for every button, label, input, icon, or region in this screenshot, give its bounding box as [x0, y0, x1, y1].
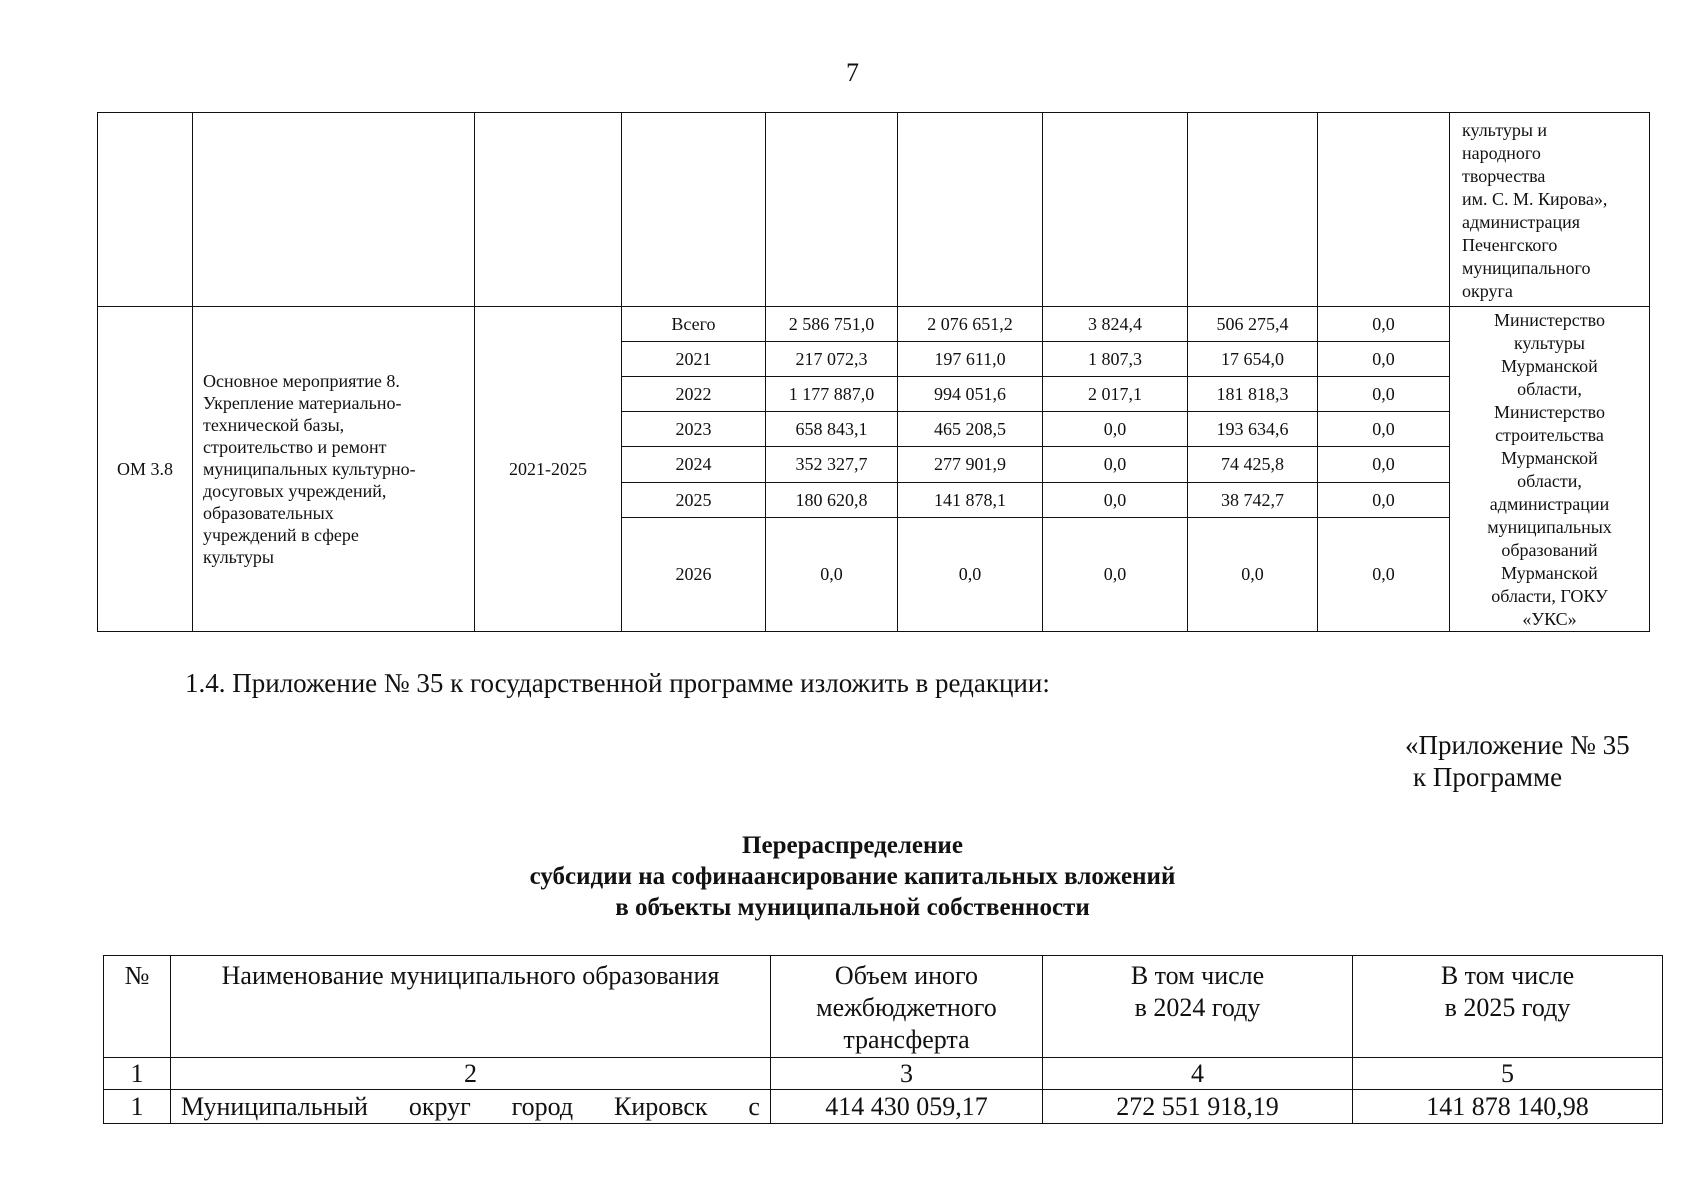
- value-cell: 0,0: [1318, 447, 1450, 483]
- value-cell: 2 586 751,0: [766, 307, 898, 342]
- value-cell: 141 878,1: [898, 483, 1043, 517]
- name-word: Кировск: [613, 1091, 708, 1121]
- year-cell: 2026: [622, 517, 766, 631]
- value-cell: 217 072,3: [766, 342, 898, 377]
- value-cell: 0,0: [898, 517, 1043, 631]
- heading-line: в объекты муниципальной собственности: [615, 894, 1090, 921]
- value-cell: 2 076 651,2: [898, 307, 1043, 342]
- index-cell: 4: [1043, 1058, 1353, 1090]
- value-cell: 277 901,9: [898, 447, 1043, 483]
- volume-cell: 414 430 059,17: [771, 1090, 1043, 1124]
- value-cell: 38 742,7: [1188, 483, 1318, 517]
- value-cell: 0,0: [1043, 447, 1188, 483]
- continuation-row: [98, 113, 1650, 307]
- value-cell: 0,0: [1318, 377, 1450, 412]
- value-cell: 0,0: [1318, 412, 1450, 447]
- header-row: [104, 956, 1663, 1058]
- value-cell: 1 807,3: [1043, 342, 1188, 377]
- index-cell: 1: [104, 1058, 171, 1090]
- index-cell: 2: [171, 1058, 771, 1090]
- row-num: 1: [104, 1090, 171, 1124]
- table-row: [98, 307, 1650, 342]
- value-cell: 2 017,1: [1043, 377, 1188, 412]
- measure-code: ОМ 3.8: [98, 307, 193, 632]
- value-cell: 0,0: [766, 517, 898, 631]
- year-cell: 2023: [622, 412, 766, 447]
- name-word: с: [748, 1091, 760, 1121]
- value-cell: 0,0: [1043, 412, 1188, 447]
- measure-executor: Министерство культуры Мурманской области, Министерство строительства Мурманской области, администрации муниципальных образований Мурманской области, ГОКУ «УКС»: [1450, 307, 1650, 632]
- value-cell: 0,0: [1318, 517, 1450, 631]
- program-measures-table: [97, 112, 1650, 632]
- value-cell: 17 654,0: [1188, 342, 1318, 377]
- document-heading: [0, 830, 1705, 923]
- name-word: Муниципальный: [181, 1091, 368, 1121]
- measure-period: 2021-2025: [475, 307, 622, 632]
- value-cell: 352 327,7: [766, 447, 898, 483]
- section-paragraph: 1.4. Приложение № 35 к государственной программе изложить в редакции:: [185, 668, 1050, 698]
- year-cell: 2022: [622, 377, 766, 412]
- value-cell: 506 275,4: [1188, 307, 1318, 342]
- annex-sublabel: к Программе: [1413, 762, 1563, 792]
- heading-line: субсидии на софинаансирование капитальных вложений: [529, 863, 1176, 890]
- value-cell: 465 208,5: [898, 412, 1043, 447]
- value-cell: 197 611,0: [898, 342, 1043, 377]
- name-word: город: [511, 1091, 574, 1121]
- value-cell: 193 634,6: [1188, 412, 1318, 447]
- subsidy-table: [103, 955, 1663, 1124]
- page-number: 7: [846, 58, 859, 87]
- table-row: [104, 1090, 1663, 1124]
- name-word: округ: [408, 1091, 471, 1121]
- value-cell: 994 051,6: [898, 377, 1043, 412]
- year-cell: 2025: [622, 483, 766, 517]
- value-cell: 0,0: [1318, 483, 1450, 517]
- y2024-cell: 272 551 918,19: [1043, 1090, 1353, 1124]
- annex-label: «Приложение № 35: [1405, 730, 1630, 760]
- value-cell: 658 843,1: [766, 412, 898, 447]
- value-cell: 0,0: [1318, 342, 1450, 377]
- header-2024: В том числе в 2024 году: [1043, 956, 1353, 1058]
- header-volume: Объем иного межбюджетного трансферта: [771, 956, 1043, 1058]
- value-cell: 74 425,8: [1188, 447, 1318, 483]
- value-cell: 0,0: [1188, 517, 1318, 631]
- heading-line: Перераспределение: [742, 832, 963, 859]
- header-num: №: [104, 956, 171, 1058]
- year-cell: Всего: [622, 307, 766, 342]
- index-row: [104, 1058, 1663, 1090]
- year-cell: 2024: [622, 447, 766, 483]
- header-2025: В том числе в 2025 году: [1353, 956, 1663, 1058]
- value-cell: 3 824,4: [1043, 307, 1188, 342]
- year-cell: 2021: [622, 342, 766, 377]
- header-name: Наименование муниципального образования: [171, 956, 771, 1058]
- index-cell: 5: [1353, 1058, 1663, 1090]
- value-cell: 180 620,8: [766, 483, 898, 517]
- municipality-name: [171, 1090, 771, 1124]
- value-cell: 0,0: [1318, 307, 1450, 342]
- index-cell: 3: [771, 1058, 1043, 1090]
- measure-name: Основное мероприятие 8. Укрепление материально- технической базы, строительство и ремонт муниципальных культурно- досуговых учреждений, образовательных учреждений в сфере культуры: [193, 307, 475, 632]
- y2025-cell: 141 878 140,98: [1353, 1090, 1663, 1124]
- value-cell: 0,0: [1043, 483, 1188, 517]
- value-cell: 181 818,3: [1188, 377, 1318, 412]
- continuation-executor: культуры и народного творчества им. С. М. Кирова», администрация Печенгского муниципального округа: [1450, 113, 1650, 307]
- value-cell: 1 177 887,0: [766, 377, 898, 412]
- value-cell: 0,0: [1043, 517, 1188, 631]
